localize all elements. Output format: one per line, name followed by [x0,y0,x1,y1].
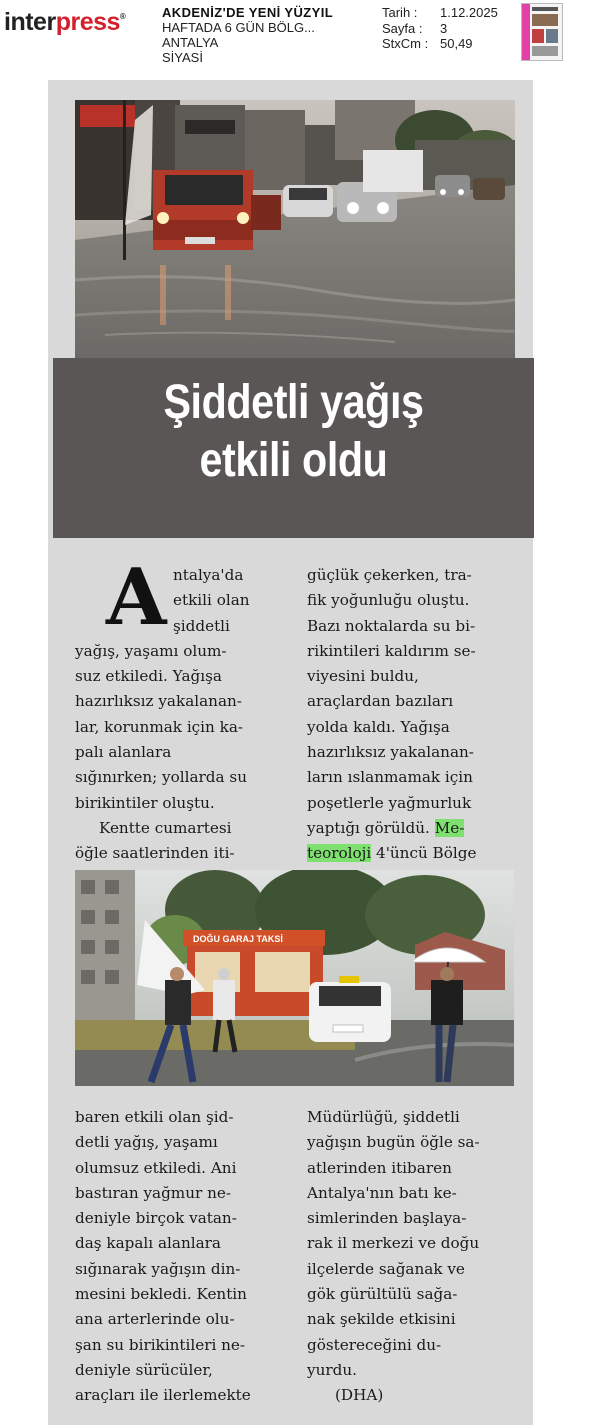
text-line: lar, korunmak için ka- [75,717,244,736]
text-line: güçlük çekerken, tra- [307,566,472,584]
text-line: (DHA) [335,1386,384,1405]
text-line: Müdürlüğü, şiddetli [307,1108,460,1126]
text-line: suz etkiledi. Yağışa [75,667,222,686]
text-line: poşetlerle yağmurluk [307,793,472,812]
text-line: daş kapalı alanlara [75,1234,221,1253]
text-line: yağış, yaşamı olum- [75,641,227,660]
text-line: hazırlıksız yakalanan- [75,692,242,711]
text-line: Antalya'nın batı ke- [307,1183,457,1202]
text-line: öğle saatlerinden iti- [75,844,235,863]
text-line: nak şekilde etkisini [307,1310,456,1329]
column2-bottom [307,1105,480,1409]
text-line: palı alanlara [75,743,172,762]
headline [87,374,501,490]
text-line: fik yoğunluğu oluştu. [307,591,470,610]
page-thumbnail[interactable] [521,3,563,61]
taxi-stand-sign: DOĞU GARAJ TAKSİ [193,934,283,944]
text-line: bastıran yağmur ne- [75,1183,231,1202]
clipping-meta [382,5,498,52]
text-line: Bazı noktalarda su bi- [307,616,476,635]
date-label: Tarih : [382,5,418,20]
text-line: yağışın bugün öğle sa- [307,1133,480,1152]
text-line: ların ıslanmamak için [307,768,473,787]
column2-top [307,563,476,867]
text-line: mesini bekledi. Kentin [75,1285,247,1304]
text-line: olumsuz etkiledi. Ani [75,1158,237,1177]
text-line [307,841,476,866]
date-value: 1.12.2025 [440,5,498,20]
text-line: etkili olan [173,591,250,610]
text-line: yolda kaldı. Yağışa [307,717,450,736]
text-line: yaptığı görüldü. Me- [307,818,465,837]
text-fragment: 4'üncü Bölge [371,844,477,863]
text-line: birikintiler oluştu. [75,793,215,812]
text-line: göstereceğini du- [307,1335,442,1354]
interpress-logo: interpress® [4,8,126,36]
publication-name: AKDENİZ'DE YENİ YÜZYIL [162,5,334,20]
headline-line2: etkili oldu [199,434,388,487]
column1-top [75,563,250,867]
text-line: şan su birikintileri ne- [75,1335,246,1354]
text-line: atlerinden itibaren [307,1158,452,1177]
column1-bottom [75,1105,251,1409]
text-line: gök gürültülü sağa- [307,1285,458,1304]
text-line: deniyle birçok vatan- [75,1209,237,1228]
text-line: ntalya'da [173,566,244,584]
flooded-street-photo [75,100,515,358]
text-line: Kentte cumartesi [99,818,232,837]
clipping-header [0,0,590,70]
text-line: ilçelerde sağanak ve [307,1259,465,1278]
publication-city: ANTALYA [162,35,219,50]
text-line: sığınarak yağışın din- [75,1259,241,1278]
text-line: rikintileri kaldırım se- [307,641,476,660]
stxcm-label: StxCm : [382,36,429,51]
text-line: araçları ile ilerlemekte [75,1386,251,1405]
text-line: yurdu. [307,1360,357,1379]
headline-line1: Şiddetli yağış [163,376,424,429]
page-label: Sayfa : [382,20,423,36]
text-line: baren etkili olan şid- [75,1108,234,1126]
text-line: sığınırken; yollarda su [75,768,247,787]
publication-frequency: HAFTADA 6 GÜN BÖLG... [162,20,315,35]
text-line: rak il merkezi ve doğu [307,1234,480,1253]
text-line: deniyle sürücüler, [75,1360,213,1379]
publication-category: SİYASİ [162,50,203,65]
page-value: 3 [440,20,448,36]
stxcm-value: 50,49 [440,36,473,51]
text-line: şiddetli [173,616,230,635]
highlight-meteoroloji-a: Me- [434,818,465,837]
text-line: simlerinden başlaya- [307,1209,467,1228]
rainy-taxi-stand-photo [75,870,514,1086]
text-line: araçlardan bazıları [307,692,454,711]
text-line: viyesini buldu, [307,667,419,686]
drop-cap: A [106,552,167,643]
publication-info [162,5,333,65]
text-line: hazırlıksız yakalanan- [307,743,474,762]
highlight-meteoroloji-b: teoroloji [307,844,372,863]
text-line: ana arterlerinde olu- [75,1310,235,1329]
text-line: detli yağış, yaşamı [75,1133,218,1152]
